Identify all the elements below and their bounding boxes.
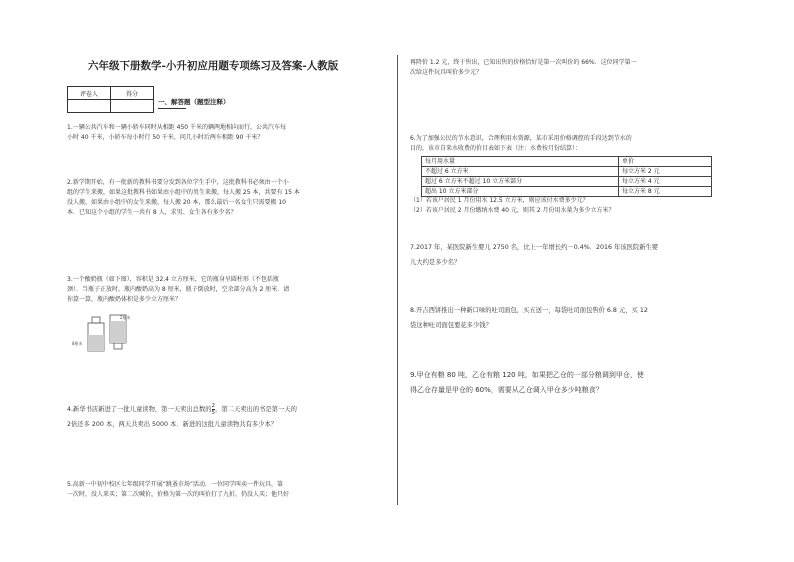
- question-1: 1.一辆公共汽车和一辆小轿车同时从相距 450 千米的辆两地相向而行，公共汽车每 小时 40 千米，小轿车每小时行 50 千米，问几小时后两车相距 90 千米？: [67, 124, 286, 141]
- table-row: 超过 6 立方米不超过 10 立方米部分 每立方米 4 元: [422, 177, 712, 187]
- question-2: 2.新学期开始，有一批新的教科书要分发到各位学生手中，这批教科书必须由一个小 组的学生来搬，如果这批教科书如果由小组中的男生来搬，每人搬 25 本，共要有 15 本 没人搬，如果由小组中的女生来搬，每人搬 20 本，那么最后一名女生只需要搬 10 本．已知这个小组的学生一共有 8 人，求男、女生各有多少名？: [67, 179, 300, 216]
- fig-label-8cm: 8厘米: [72, 341, 83, 346]
- question-5: 5.高新一中初中校区七年级同学开展“跳蚤市场”活动．一位同学叫卖一件玩具，第 一次时，没人来买；第二次喊价，价格为第一次的叫价打了九折，仍没人买；他只好: [67, 481, 290, 498]
- score-label: 得分: [111, 87, 154, 100]
- reviewer-cell: [68, 100, 111, 113]
- question-3: 3.一个酸奶瓶（如下图），容积是 32.4 立方厘米，它的瓶身呈圆柱形（不包括瓶 颈）．当瓶子正放时，瓶内酸奶高为 8 厘米，瓶子倒放时，空余部分高为 2 厘米．请 你算一算，瓶内酸奶体积是多少立方厘米？: [67, 276, 290, 303]
- question-9: 9.甲仓有粮 80 吨，乙仓有粮 120 吨，如果把乙仓的一部分粮调到甲仓，使 得乙仓存量是甲仓的 60%，需要从乙仓调入甲仓多少吨粮食？: [410, 371, 644, 394]
- question-6-subparts: （1）若该户居民 1 月份用水 12.5 立方米，则应该付水费多少元？ （2）若该户居民 2 月份缴纳水费 40 元，则其 2 月份用水量为多少立方米？: [410, 197, 615, 214]
- page-title: 六年级下册数学-小升初应用题专项练习及答案-人教版: [88, 60, 339, 72]
- yogurt-bottle-figure: [72, 313, 132, 353]
- question-7: 7.2017 年，某医院新生婴儿 2750 名，比上一年增长约－0.4%．2016 年该医院新生婴 儿大约是多少名？: [410, 244, 659, 266]
- fraction-two-fifths: $\frac{2}{5}$: [211, 402, 216, 416]
- header-usage: 每月用水量: [422, 157, 619, 167]
- question-5-continued: 再降价 1.2 元，终于售出，已知出售的价格恰好是第一次叫价的 66%．这位同学第一 次给这件玩具叫价多少元？: [410, 59, 637, 76]
- fig-label-2cm: 2厘米: [120, 315, 131, 320]
- score-cell: [111, 100, 154, 113]
- table-row: 超出 10 立方米部分 每立方米 8 元: [422, 187, 712, 197]
- question-8: 8.开吉西饼推出一种新口味的吐司面包，买五送一，每袋吐司面包售价 6.8 元，买 12 袋这种吐司面包要花多少钱？: [410, 307, 648, 329]
- water-price-table: [421, 156, 712, 197]
- header-price: 单价: [619, 157, 712, 167]
- table-row: 不超过 6 立方米 每立方米 2 元: [422, 167, 712, 177]
- score-table: [67, 86, 154, 113]
- reviewer-label: 评卷人: [68, 87, 111, 100]
- question-4: 4.新华书店新进了一批儿童读物，第一天卖出总数的 $\frac{2}{5}$ ，第二天卖出的书是第一天的 2倍还多 200 本，两天共卖出 5000 本．新进的这批儿童读物共有多少本？: [67, 402, 297, 428]
- table-row: [422, 157, 712, 167]
- question-6: 6.为了加强公民的节水意识，合理利用水资源，某市采用价格调控的手段达到节水的 目的，该市自来水收费的价目表如下表（注：水费按月份结算）：: [410, 135, 632, 152]
- section-underline: [158, 108, 186, 109]
- column-divider: [397, 55, 398, 505]
- section-heading: 一、解答题（题型注释）: [158, 98, 230, 106]
